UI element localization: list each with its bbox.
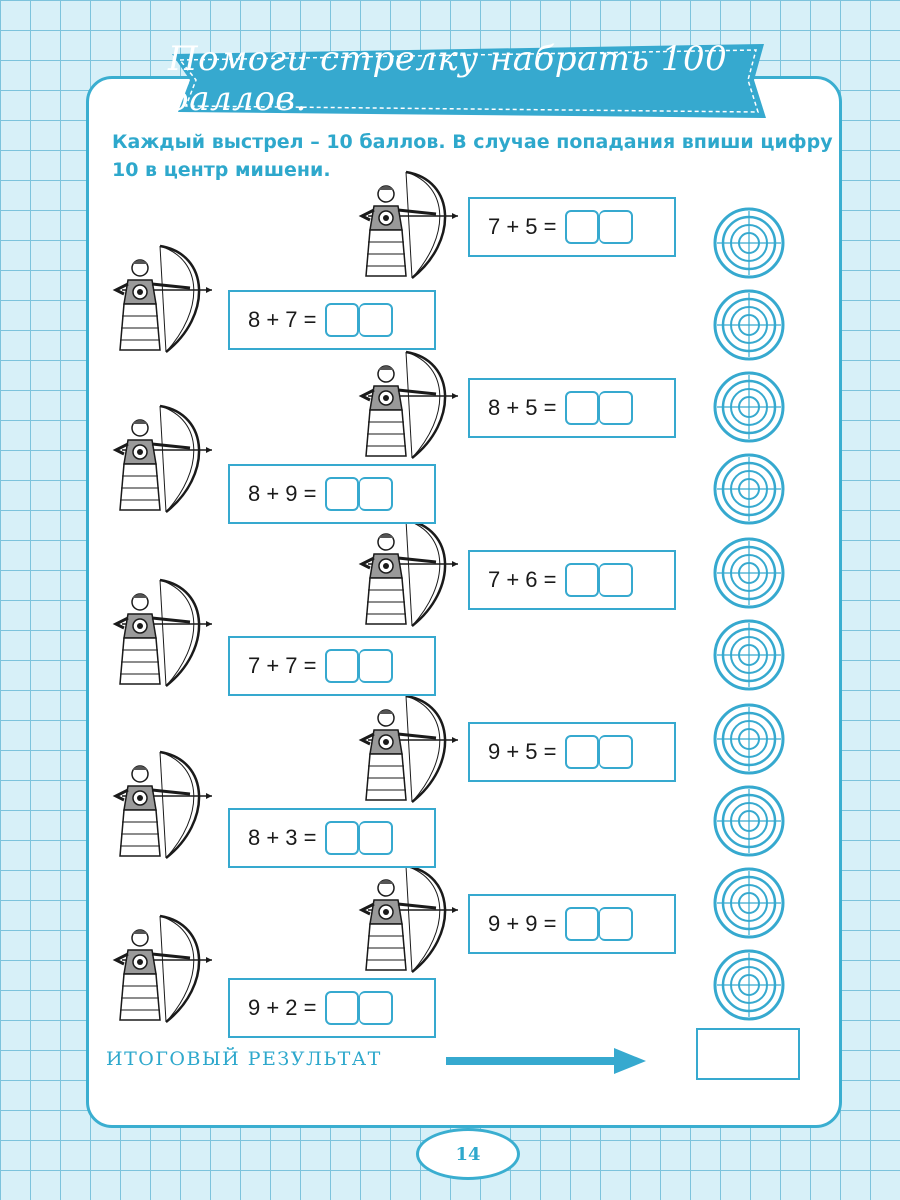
answer-box[interactable]: [565, 735, 633, 769]
answer-box[interactable]: [325, 821, 393, 855]
archer-icon: [100, 746, 220, 866]
answer-tens-cell[interactable]: [565, 735, 599, 769]
archer-icon: [100, 574, 220, 694]
answer-ones-cell[interactable]: [599, 735, 633, 769]
equation-text: 7 + 5 =: [488, 214, 557, 239]
page-title: Помоги стрелку набрать 100 баллов.: [168, 39, 728, 119]
answer-ones-cell[interactable]: [599, 563, 633, 597]
target-icon[interactable]: [712, 370, 786, 444]
equation-text: 9 + 9 =: [488, 911, 557, 936]
answer-tens-cell[interactable]: [565, 907, 599, 941]
archer-icon: [346, 514, 466, 634]
arrow-right-icon: [446, 1046, 646, 1076]
answer-ones-cell[interactable]: [599, 210, 633, 244]
answer-ones-cell[interactable]: [359, 649, 393, 683]
target-icon[interactable]: [712, 206, 786, 280]
page-number: 14: [416, 1128, 520, 1180]
answer-tens-cell[interactable]: [325, 991, 359, 1025]
answer-ones-cell[interactable]: [359, 991, 393, 1025]
answer-ones-cell[interactable]: [359, 477, 393, 511]
answer-ones-cell[interactable]: [359, 821, 393, 855]
final-result-box[interactable]: [696, 1028, 800, 1080]
equation-box: [228, 464, 436, 524]
archer-icon: [346, 690, 466, 810]
answer-box[interactable]: [325, 649, 393, 683]
equation-box: [228, 290, 436, 350]
answer-ones-cell[interactable]: [359, 303, 393, 337]
equation-text: 8 + 7 =: [248, 307, 317, 332]
answer-tens-cell[interactable]: [565, 563, 599, 597]
answer-box[interactable]: [565, 907, 633, 941]
target-icon[interactable]: [712, 536, 786, 610]
archer-icon: [100, 400, 220, 520]
target-icon[interactable]: [712, 702, 786, 776]
equation-box: [228, 808, 436, 868]
target-icon[interactable]: [712, 948, 786, 1022]
target-icon[interactable]: [712, 866, 786, 940]
answer-tens-cell[interactable]: [565, 391, 599, 425]
answer-tens-cell[interactable]: [565, 210, 599, 244]
equation-text: 8 + 9 =: [248, 481, 317, 506]
target-icon[interactable]: [712, 452, 786, 526]
archer-icon: [346, 860, 466, 980]
instruction-text: Каждый выстрел – 10 баллов. В случае попадания впиши цифру 10 в центр мишени.: [112, 131, 833, 181]
final-result-label: ИТОГОВЫЙ РЕЗУЛЬТАТ: [106, 1048, 382, 1070]
answer-box[interactable]: [325, 303, 393, 337]
answer-tens-cell[interactable]: [325, 303, 359, 337]
equation-text: 9 + 2 =: [248, 995, 317, 1020]
equation-text: 8 + 3 =: [248, 825, 317, 850]
equation-box: [228, 978, 436, 1038]
answer-tens-cell[interactable]: [325, 821, 359, 855]
equation-text: 7 + 6 =: [488, 567, 557, 592]
archer-icon: [100, 240, 220, 360]
answer-box[interactable]: [565, 210, 633, 244]
answer-box[interactable]: [565, 391, 633, 425]
answer-box[interactable]: [565, 563, 633, 597]
archer-icon: [100, 910, 220, 1030]
target-icon[interactable]: [712, 784, 786, 858]
equation-box: [468, 378, 676, 438]
equation-box: [468, 197, 676, 257]
answer-ones-cell[interactable]: [599, 391, 633, 425]
target-icon[interactable]: [712, 618, 786, 692]
answer-tens-cell[interactable]: [325, 477, 359, 511]
equation-box: [468, 550, 676, 610]
answer-box[interactable]: [325, 477, 393, 511]
answer-box[interactable]: [325, 991, 393, 1025]
equation-text: 8 + 5 =: [488, 395, 557, 420]
equation-text: 7 + 7 =: [248, 653, 317, 678]
answer-tens-cell[interactable]: [325, 649, 359, 683]
equation-box: [228, 636, 436, 696]
target-icon[interactable]: [712, 288, 786, 362]
equation-text: 9 + 5 =: [488, 739, 557, 764]
answer-ones-cell[interactable]: [599, 907, 633, 941]
equation-box: [468, 894, 676, 954]
equation-box: [468, 722, 676, 782]
archer-icon: [346, 346, 466, 466]
archer-icon: [346, 166, 466, 286]
